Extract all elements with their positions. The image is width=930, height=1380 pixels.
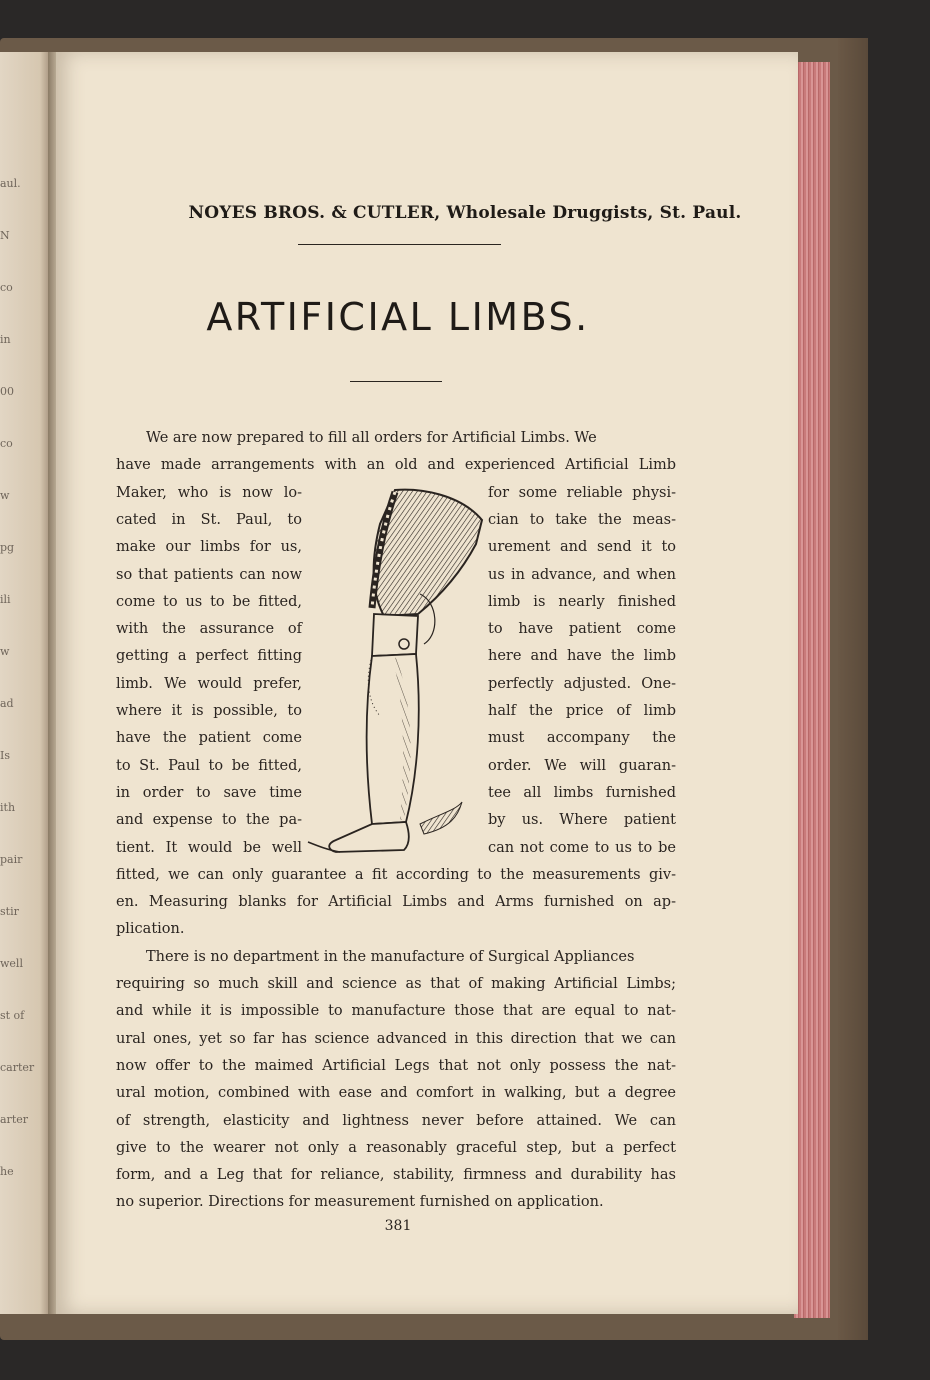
left-page-text-fragment: stir [0, 905, 19, 918]
left-page-text-fragment: N [0, 229, 10, 242]
text-line: form, and a Leg that for reliance, stability, firmness and durability has [116, 1167, 676, 1184]
running-header: NOYES BROS. & CUTLER, Wholesale Druggists, St. Paul. [188, 203, 742, 223]
page-title: ARTIFICIAL LIMBS. [206, 295, 590, 339]
text-line: to have patient come [488, 621, 676, 638]
text-line: and while it is impossible to manufacture those that are equal to nat- [116, 1003, 676, 1020]
left-page-text-fragment: Is [0, 749, 10, 762]
text-line: plication. [116, 921, 185, 938]
page-fore-edge [794, 62, 830, 1318]
text-line: cian to take the meas- [488, 511, 676, 528]
text-line: requiring so much skill and science as that of making Artificial Limbs; [116, 976, 676, 992]
text-line: tee all limbs furnished [488, 784, 676, 801]
text-line: Maker, who is now lo- [116, 484, 302, 501]
text-line: perfectly adjusted. One- [488, 675, 676, 692]
text-line: have made arrangements with an old and experienced Artificial Limb [116, 457, 676, 474]
left-page-text-fragment: pair [0, 853, 23, 866]
text-line: and expense to the pa- [116, 812, 302, 829]
text-line: can not come to us to be [488, 839, 676, 856]
text-line: where it is possible, to [116, 703, 302, 719]
text-line: en. Measuring blanks for Artificial Limbs and Arms furnished on ap- [116, 894, 676, 911]
text-line: half the price of limb [488, 703, 676, 719]
artificial-leg-illustration [300, 484, 490, 864]
text-line: ural ones, yet so far has science advanced in this direction that we can [116, 1030, 676, 1047]
left-page-text-fragment: w [0, 645, 10, 658]
left-page-text-fragment: ith [0, 801, 16, 814]
text-line: There is no department in the manufacture of Surgical Appliances [146, 948, 635, 965]
text-line: no superior. Directions for measurement furnished on application. [116, 1194, 604, 1211]
text-line: here and have the limb [488, 648, 676, 665]
text-line: order. We will guaran- [488, 757, 676, 774]
left-page-text-fragment: he [0, 1165, 14, 1178]
left-page-text-fragment: 00 [0, 385, 14, 398]
page-number: 381 [384, 1218, 412, 1234]
left-page-text-fragment: co [0, 281, 13, 294]
left-page-text-fragment: ad [0, 697, 14, 710]
text-line: limb is nearly finished [488, 593, 676, 610]
text-line: have the patient come [116, 730, 302, 747]
text-line: by us. Where patient [488, 812, 676, 829]
text-line: getting a perfect fitting [116, 648, 302, 665]
left-page-text-fragment: well [0, 957, 23, 970]
text-line: give to the wearer not only a reasonably graceful step, but a perfect [116, 1139, 676, 1156]
text-line: tient. It would be well [116, 839, 302, 856]
title-rule [350, 381, 442, 382]
left-page-text-fragment: aul. [0, 177, 21, 190]
text-line: make our limbs for us, [116, 539, 302, 556]
text-line: so that patients can now [116, 566, 302, 583]
text-line: come to us to be fitted, [116, 593, 302, 610]
text-line: us in advance, and when [488, 566, 676, 583]
text-line: of strength, elasticity and lightness never before attained. We can [116, 1112, 676, 1129]
text-line: limb. We would prefer, [116, 675, 302, 692]
text-line: ural motion, combined with ease and comfort in walking, but a degree [116, 1085, 676, 1102]
left-page-text-fragment: arter [0, 1113, 29, 1126]
left-page-text-fragment: in [0, 333, 11, 346]
cover-edge [838, 38, 868, 1340]
text-line: for some reliable physi- [488, 484, 676, 501]
text-line: urement and send it to [488, 539, 676, 556]
left-page-text-fragment: co [0, 437, 13, 450]
text-line: We are now prepared to fill all orders for Artificial Limbs. We [146, 430, 597, 446]
left-page-text-fragment: st of [0, 1009, 25, 1022]
left-page-text-fragment: pg [0, 541, 15, 554]
left-page-text-fragment: ili [0, 593, 11, 606]
text-line: to St. Paul to be fitted, [116, 757, 302, 774]
text-line: fitted, we can only guarantee a fit according to the measurements giv- [116, 866, 676, 883]
text-line: cated in St. Paul, to [116, 511, 302, 528]
left-page-text-fragment: carter [0, 1061, 35, 1074]
header-rule [298, 244, 501, 245]
text-line: in order to save time [116, 784, 302, 801]
text-line: must accompany the [488, 730, 676, 747]
left-page-sliver [0, 52, 50, 1314]
text-line: now offer to the maimed Artificial Legs that not only possess the nat- [116, 1057, 676, 1074]
left-page-text-fragment: w [0, 489, 10, 502]
text-line: with the assurance of [116, 621, 302, 638]
